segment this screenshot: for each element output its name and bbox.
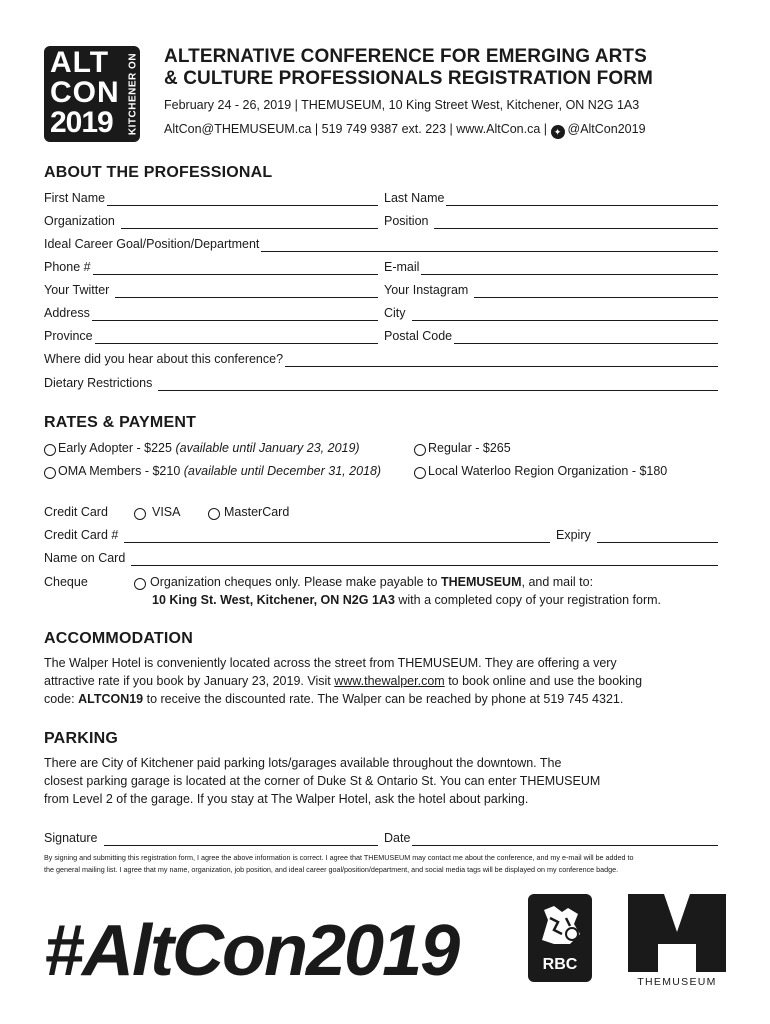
mastercard-option[interactable]: MasterCard (208, 504, 289, 520)
position-field[interactable]: Position (384, 213, 718, 229)
last-name-field[interactable]: Last Name (384, 190, 718, 206)
logo-con: CON (50, 76, 120, 109)
form-title: ALTERNATIVE CONFERENCE FOR EMERGING ARTS & CULTURE PROFESSIONALS REGISTRATION FORM (164, 46, 653, 89)
local-org-radio[interactable] (414, 467, 426, 479)
twitter-field[interactable]: Your Twitter (44, 282, 378, 298)
expiry-field[interactable]: Expiry (556, 527, 718, 543)
career-goal-field[interactable]: Ideal Career Goal/Position/Department (44, 236, 718, 252)
accommodation-text: The Walper Hotel is conveniently located across the street from THEMUSEUM. They are offering a very attractive rate if you book by January 23, 2019. Visit www.thewalper.com to book online and use the booking code: ALTCON19 to receive the discounted rate. The Walper can be reached by phone at 519 745 4321. (44, 656, 643, 706)
altcon-logo (44, 46, 140, 142)
cheque-label: Cheque (44, 575, 88, 589)
organization-field[interactable]: Organization (44, 213, 378, 229)
postal-code-field[interactable]: Postal Code (384, 328, 718, 344)
cheque-radio[interactable] (134, 578, 146, 590)
mastercard-radio[interactable] (208, 508, 220, 520)
instagram-field[interactable]: Your Instagram (384, 282, 718, 298)
regular-option[interactable]: Regular - $265 (414, 440, 511, 456)
oma-option[interactable]: OMA Members - $210 (available until December 31, 2018) (44, 463, 381, 479)
logo-year: 2019 (50, 106, 113, 139)
event-details: February 24 - 26, 2019 | THEMUSEUM, 10 King Street West, Kitchener, ON N2G 1A3 (164, 98, 640, 112)
themuseum-m-icon (628, 894, 726, 972)
contact-details: AltCon@THEMUSEUM.ca | 519 749 9387 ext. 223 | www.AltCon.ca | ✦ @AltCon2019 (164, 122, 646, 137)
accommodation-heading: ACCOMMODATION (44, 630, 193, 647)
rbc-lion-icon (534, 900, 586, 950)
about-heading: ABOUT THE PROFESSIONAL (44, 164, 273, 181)
twitter-icon: ✦ (551, 125, 565, 139)
rbc-text: RBC (542, 956, 578, 973)
province-field[interactable]: Province (44, 328, 378, 344)
visa-radio[interactable] (134, 508, 146, 520)
parking-text: There are City of Kitchener paid parking lots/garages available throughout the downtown. The closest parking garage is located at the corner of Duke St & Ontario St. You can enter THEMUSEUM from Level 2 of the garage. If you stay at The Walper Hotel, ask the hotel about parking. (44, 756, 601, 806)
oma-radio[interactable] (44, 467, 56, 479)
themuseum-logo-text: THEMUSEUM (637, 976, 717, 988)
logo-location: KITCHENER ON (127, 52, 139, 136)
credit-card-label: Credit Card (44, 505, 108, 519)
visa-option[interactable]: VISA (134, 504, 181, 520)
rbc-logo (528, 894, 592, 982)
parking-heading: PARKING (44, 730, 118, 747)
signature-field[interactable]: Signature (44, 830, 378, 846)
dietary-field[interactable]: Dietary Restrictions (44, 375, 718, 391)
logo-alt: ALT (50, 46, 110, 79)
email-field[interactable]: E-mail (384, 259, 718, 275)
city-field[interactable]: City (384, 305, 718, 321)
name-on-card-field[interactable]: Name on Card (44, 550, 718, 566)
early-adopter-option[interactable]: Early Adopter - $225 (available until January 23, 2019) (44, 440, 360, 456)
cheque-option[interactable]: Organization cheques only. Please make payable to THEMUSEUM , and mail to: (134, 574, 593, 590)
heard-about-field[interactable]: Where did you hear about this conference? (44, 351, 718, 367)
date-field[interactable]: Date (384, 830, 718, 846)
cheque-address: 10 King St. West, Kitchener, ON N2G 1A3 with a completed copy of your registration form. (152, 593, 661, 607)
first-name-field[interactable]: First Name (44, 190, 378, 206)
rates-heading: RATES & PAYMENT (44, 414, 197, 431)
regular-radio[interactable] (414, 444, 426, 456)
early-adopter-radio[interactable] (44, 444, 56, 456)
walper-link[interactable]: www.thewalper.com (334, 674, 445, 688)
cc-number-field[interactable]: Credit Card # (44, 527, 550, 543)
disclaimer: By signing and submitting this registration form, I agree the above information is correct. I agree that THEMUSEUM may contact me about the conference, and my e-mail will be added to the general mailing list. I agree that my name, organization, job position, and ideal career goal/position/department, and social media tags will be displayed on my conference badge. (44, 853, 634, 874)
address-field[interactable]: Address (44, 305, 378, 321)
local-org-option[interactable]: Local Waterloo Region Organization - $180 (414, 463, 667, 479)
phone-field[interactable]: Phone # (44, 259, 378, 275)
hashtag: #AltCon2019 (44, 911, 459, 991)
